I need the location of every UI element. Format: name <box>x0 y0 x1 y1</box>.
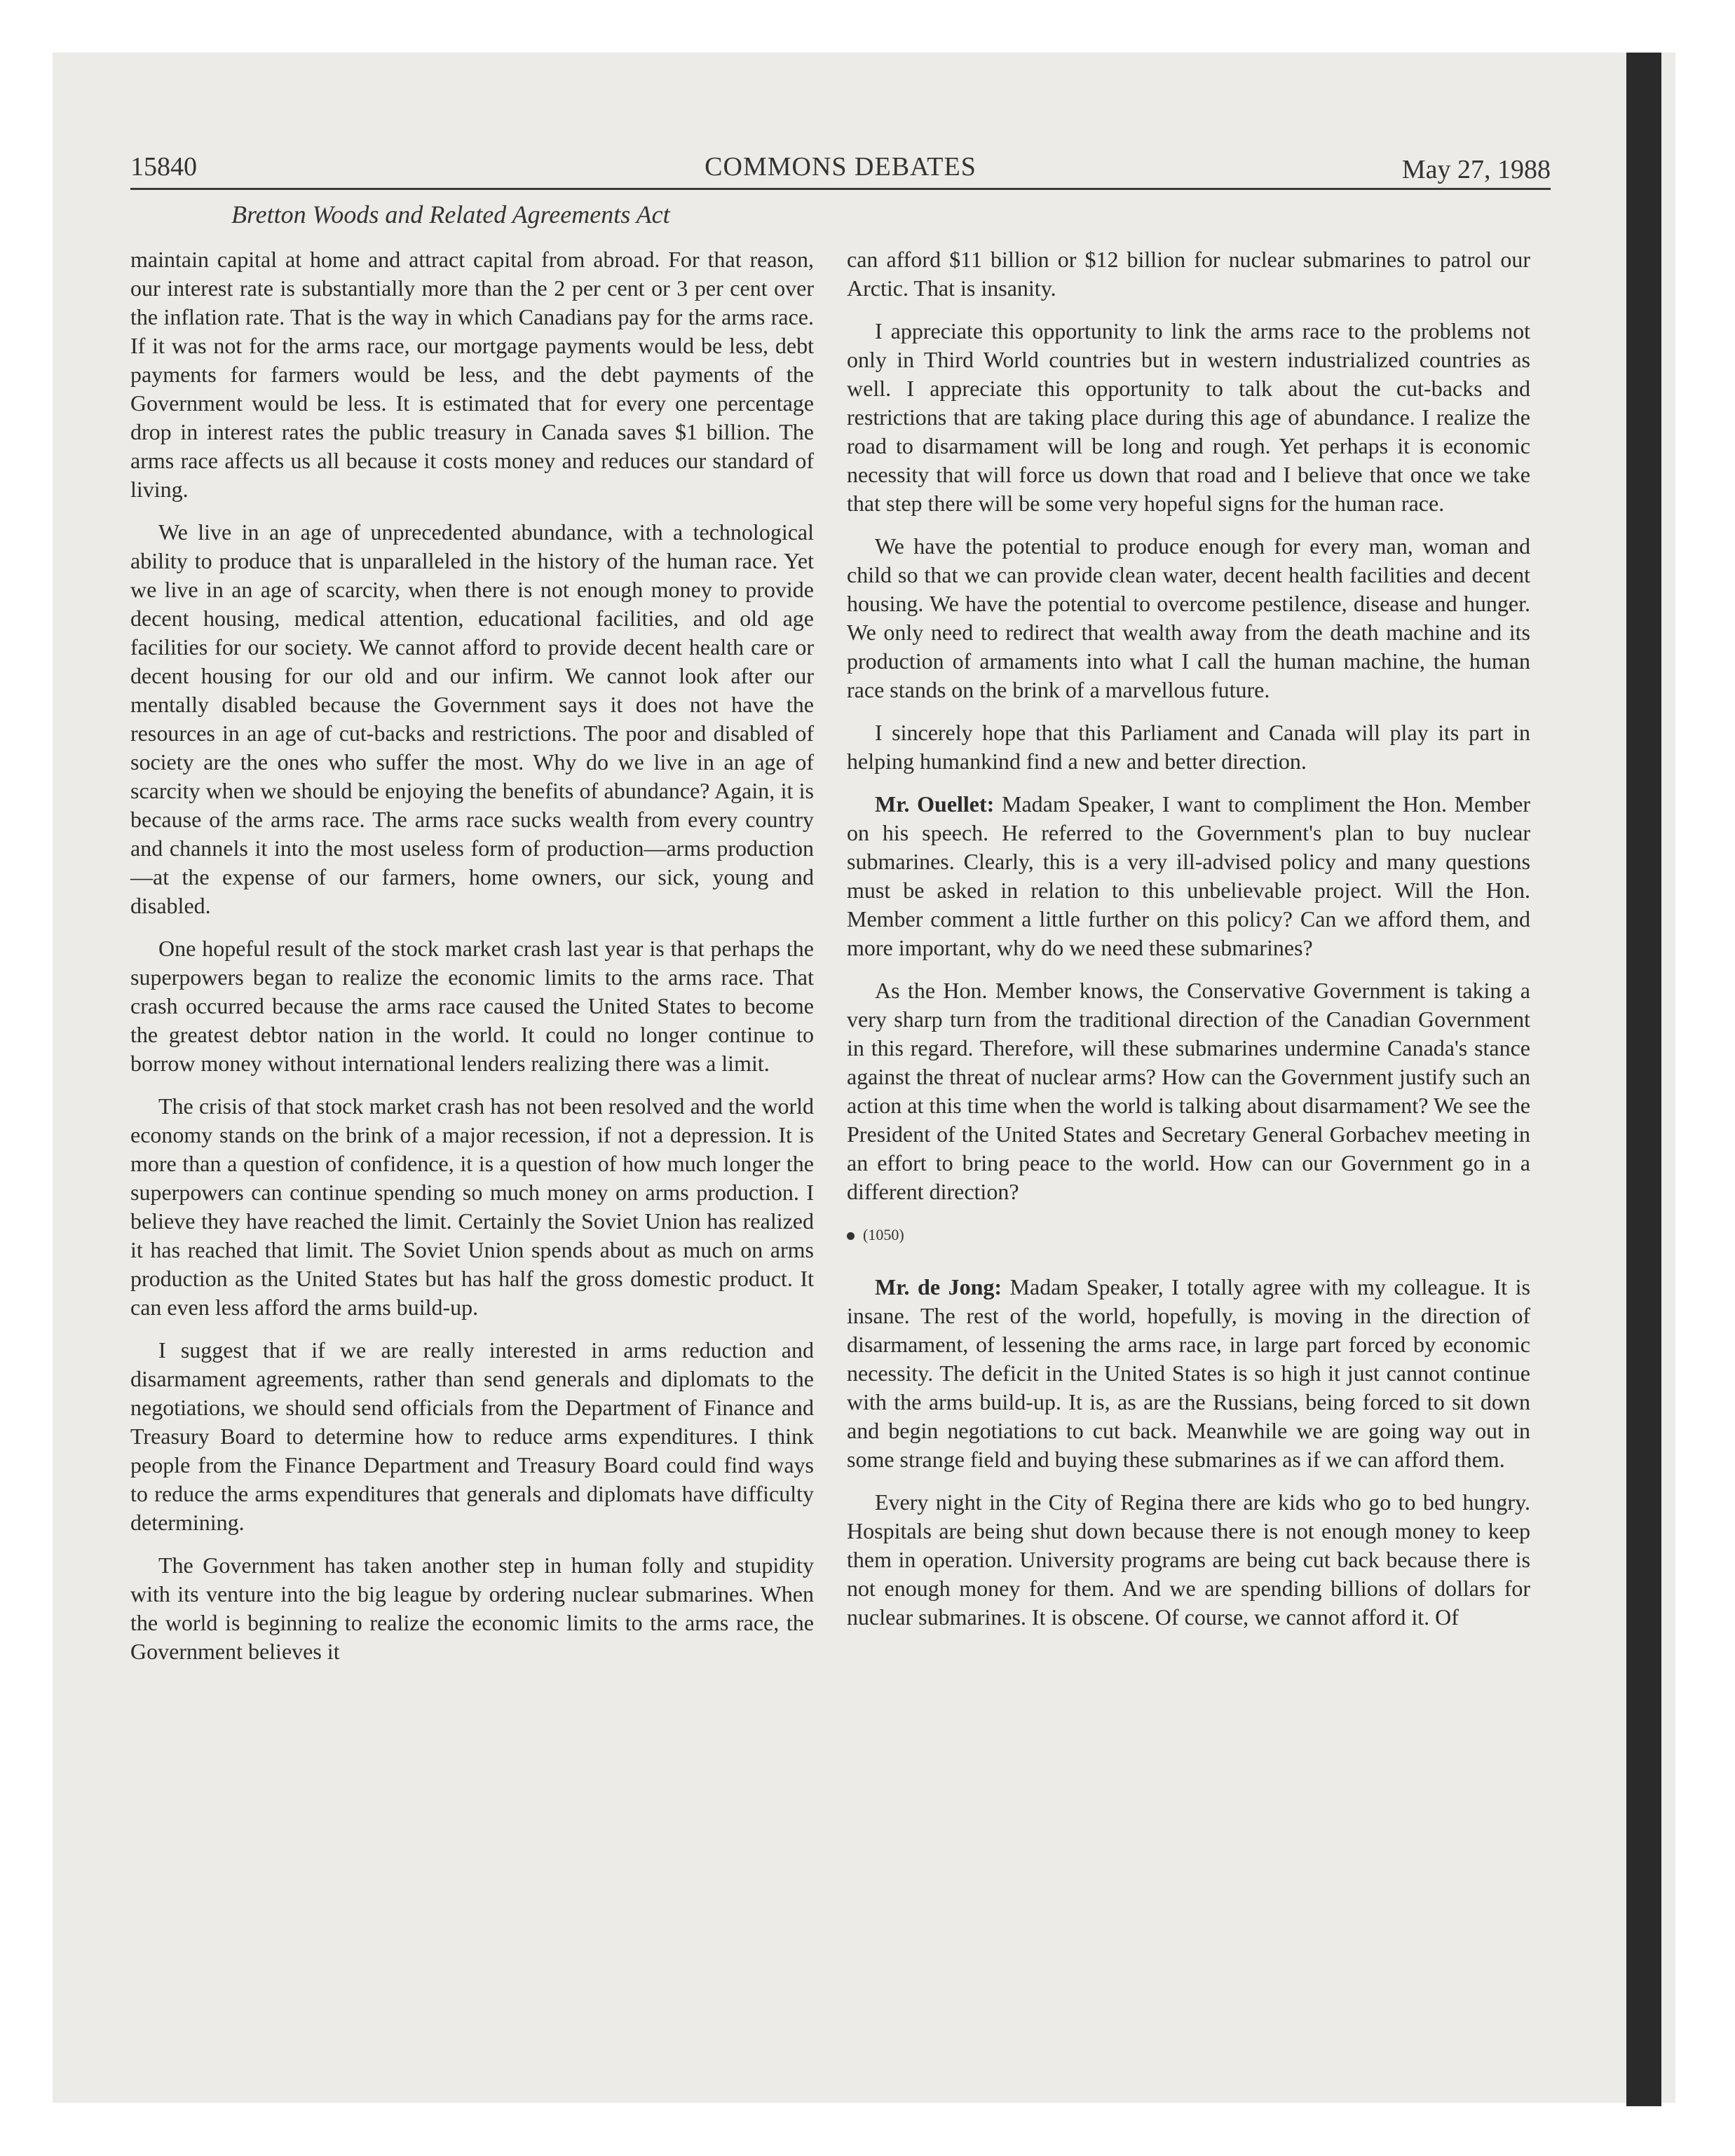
journal-title: COMMONS DEBATES <box>705 152 977 182</box>
section-title: Bretton Woods and Related Agreements Act <box>231 200 670 228</box>
paragraph: As the Hon. Member knows, the Conservative Government is taking a very sharp turn from the traditional direction of the Canadian Government in this regard. Therefore, will these submarines undermine Canada's stance against the threat of nuclear arms? How can the Government justify such an action at this time when the world is talking about disarmament? We see the President of the United States and Secretary General Gorbachev meeting in an effort to bring peace to the world. How can our Government go in a different direction? <box>847 978 1530 1204</box>
speech-text: Madam Speaker, I want to compliment the Hon. Member on his speech. He referred to the Government's plan to buy nuclear submarines. Clearly, this is a very ill-advised policy and many questions must be asked in relation to this unbelievable project. Will the Hon. Member comment a little further on this policy? Can we afford them, and more important, why do we need these submarines? <box>847 791 1531 960</box>
paragraph: can afford $11 billion or $12 billion for nuclear submarines to patrol our Arctic. That is insanity. <box>847 247 1530 301</box>
paragraph: The crisis of that stock market crash has not been resolved and the world economy stands on the brink of a major recession, if not a depression. It is more than a question of confidence, it is a question of how much longer the superpowers can continue spending so much money on arms production. I believe they have reached the limit. Certainly the Soviet Union has realized it has reached that limit. The Soviet Union spends about as much on arms production as the United States but has half the gross domestic product. It can even less afford the arms build-up. <box>130 1093 814 1320</box>
scan-edge-shadow <box>1626 53 1661 2106</box>
paragraph: We live in an age of unprecedented abundance, with a technological ability to produce that is unparalleled in the history of the human race. Yet we live in an age of scarcity, when there is not enough money to provide decent housing, medical attention, educational facilities, and old age facilities for our society. We cannot afford to provide decent health care or decent housing for our old and our infirm. We cannot look after our mentally disabled because the Government says it does not have the resources in an age of cut-backs and restrictions. The poor and disabled of society are the ones who suffer the most. Why do we live in an age of scarcity when we should be enjoying the benefits of abundance? Again, it is because of the arms race. The arms race sucks wealth from every country and channels it into the most useless form of production—arms production—at the expense of our farmers, home owners, our sick, young and disabled. <box>130 519 814 918</box>
bullet-icon <box>847 1232 855 1240</box>
speech-paragraph <box>847 1273 1530 1474</box>
paragraph: I sincerely hope that this Parliament and Canada will play its part in helping humankind find a new and better direction. <box>847 720 1530 774</box>
page-number: 15840 <box>130 152 197 182</box>
left-column <box>130 245 814 1680</box>
right-column <box>847 245 1530 1646</box>
speaker-name: Mr. Ouellet: <box>875 791 995 817</box>
paragraph: One hopeful result of the stock market crash last year is that perhaps the superpowers began to realize the economic limits to the arms race. That crash occurred because the arms race caused the United States to become the greatest debtor nation in the world. It could no longer continue to borrow money without international lenders realizing there was a limit. <box>130 936 814 1076</box>
paragraph: Every night in the City of Regina there are kids who go to bed hungry. Hospitals are being shut down because there is not enough money to keep them in operation. University programs are being cut back because there is not enough money for them. And we are spending billions of dollars for nuclear submarines. It is obscene. Of course, we cannot afford it. Of <box>847 1489 1530 1630</box>
paragraph: We have the potential to produce enough for every man, woman and child so that we can provide clean water, decent health facilities and decent housing. We have the potential to overcome pestilence, disease and hunger. We only need to redirect that wealth away from the death machine and its production of armaments into what I call the human machine, the human race stands on the brink of a marvellous future. <box>847 533 1530 702</box>
time-marker <box>847 1220 1530 1249</box>
speech-paragraph <box>847 790 1530 962</box>
publication-date: May 27, 1988 <box>1401 155 1551 184</box>
speaker-name: Mr. de Jong: <box>875 1274 1002 1299</box>
paragraph: maintain capital at home and attract capital from abroad. For that reason, our interest rate is substantially more than the 2 per cent or 3 per cent over the inflation rate. That is the way in which Canadians pay for the arms race. If it was not for the arms race, our mortgage payments would be less, debt payments for farmers would be less, and the debt payments of the Government would be less. It is estimated that for every one percentage drop in interest rates the public treasury in Canada saves $1 billion. The arms race affects us all because it costs money and reduces our standard of living. <box>130 247 814 502</box>
paragraph: The Government has taken another step in human folly and stupidity with its venture into the big league by ordering nuclear submarines. When the world is beginning to realize the economic limits to the arms race, the Government believes it <box>130 1553 814 1664</box>
paragraph: I suggest that if we are really interested in arms reduction and disarmament agreements, rather than send generals and diplomats to the negotiations, we should send officials from the Department of Finance and Treasury Board to determine how to reduce arms expenditures. I think people from the Finance Department and Treasury Board could find ways to reduce the arms expenditures that generals and diplomats have difficulty determining. <box>130 1337 814 1535</box>
speech-text: Madam Speaker, I totally agree with my colleague. It is insane. The rest of the world, hopefully, is moving in the direction of disarmament, of lessening the arms race, in large part forced by economic necessity. The deficit in the United States is so high it just cannot continue with the arms build-up. It is, as are the Russians, being forced to sit down and begin negotiations to cut back. Meanwhile we are going way out in some strange field and buying these submarines as if we can afford them. <box>847 1274 1531 1472</box>
time-marker-text: (1050) <box>863 1226 904 1243</box>
page-header <box>130 149 1551 190</box>
paragraph: I appreciate this opportunity to link the arms race to the problems not only in Third World countries but in western industrialized countries as well. I appreciate this opportunity to talk about the cut-backs and restrictions that are taking place during this age of abundance. I realize the road to disarmament will be long and rough. Yet perhaps it is economic necessity that will force us down that road and I believe that once we take that step there will be some very hopeful signs for the human race. <box>847 318 1530 516</box>
